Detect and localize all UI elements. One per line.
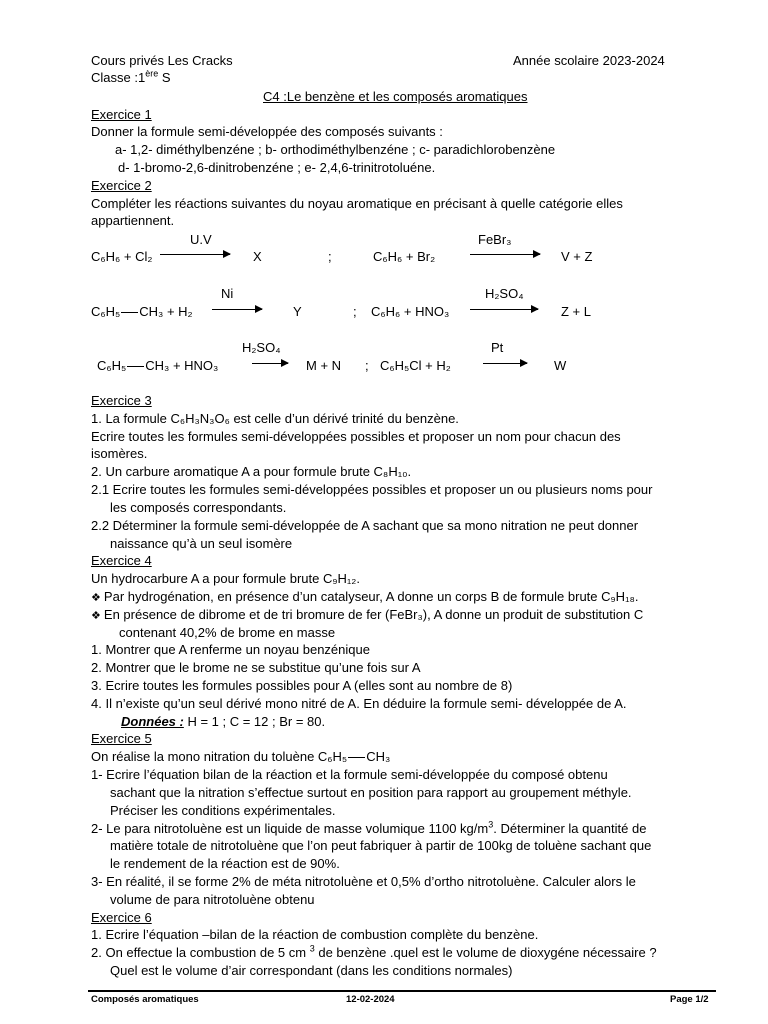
reaction-5-reactants (97, 358, 218, 374)
exercise-4-bullet-2-cont: contenant 40,2% de brome en masse (119, 625, 336, 640)
exercise-5-q2-a (91, 821, 646, 837)
exercise-3-title: Exercice 3 (91, 393, 152, 408)
exercise-4-q3: 3. Ecrire toutes les formules possibles pour A (elles sont au nombre de 8) (91, 678, 513, 693)
exercise-5-q2-b: matière totale de nitrotoluène que l’on peut fabriquer à partir de 100kg de toluène sachant que (110, 838, 652, 853)
reaction-4-product: Z + L (561, 304, 591, 319)
exercise-5-intro (91, 749, 390, 765)
exercise-3-line-1: 1. La formule C₆H₃N₃O₆ est celle d’un dérivé trinité du benzène. (91, 411, 459, 426)
footer-divider (88, 990, 716, 992)
reaction-2-reactants: C₆H₆ + Br₂ (373, 249, 436, 264)
exercise-4-bullet-1-text: Par hydrogénation, en présence d’un catalyseur, A donne un corps B de formule brute C₉H₁₈. (103, 589, 639, 604)
exercise-4-bullet-1 (91, 589, 638, 606)
reaction-5-product: M + N (306, 358, 342, 373)
reaction-2-condition: FeBr₃ (478, 232, 512, 247)
diamond-bullet-icon: ❖ (91, 610, 104, 622)
reaction-5-arrow (252, 363, 288, 364)
exercise-4-intro: Un hydrocarbure A a pour formule brute C₉H₁₂. (91, 571, 360, 586)
reaction-4-condition: H₂SO₄ (485, 286, 524, 301)
exercise-4-q4: 4. Il n’existe qu’un seul dérivé mono nitré de A. En déduire la formule semi- développée de A. (91, 696, 627, 711)
exercise-5-title: Exercice 5 (91, 731, 152, 746)
reaction-3-arrow (212, 309, 262, 310)
reaction-1-arrow (160, 254, 230, 255)
page-title: C4 :Le benzène et les composés aromatiques (263, 89, 528, 104)
reaction-6-condition: Pt (491, 340, 504, 355)
reaction-3-bond (121, 312, 138, 313)
donnees-label: Données : (121, 714, 184, 729)
reaction-3-condition: Ni (221, 286, 234, 301)
reaction-1-product: X (253, 249, 262, 264)
reaction-2-product: V + Z (561, 249, 593, 264)
exercise-5-intro-text: On réalise la mono nitration du toluène C₆H₅ (91, 749, 348, 764)
exercise-4-bullet-2-text: En présence de dibrome et de tri bromure de fer (FeBr₃), A donne un produit de substitution C (103, 607, 644, 622)
exercise-6-q1: 1. Ecrire l’équation –bilan de la réaction de combustion complète du benzène. (91, 927, 539, 942)
exercise-3-line-5: 2.1 Ecrire toutes les formules semi-développées possibles et proposer un ou plusieurs noms pour (91, 482, 653, 497)
exercise-3-line-2: Ecrire toutes les formules semi-développées possibles et proposer un nom pour chacun des (91, 429, 621, 444)
reaction-separator-1: ; (328, 249, 332, 264)
exercise-5-q2-a-sup: 3 (488, 819, 494, 830)
class-suffix: S (158, 70, 171, 85)
reaction-3-reactants (91, 304, 193, 320)
exercise-3-line-3: isomères. (91, 446, 148, 461)
reaction-3-product: Y (293, 304, 302, 319)
exercise-5-q1-b: sachant que la nitration s’effectue surtout en position para rapport au groupement méthyle. (110, 785, 632, 800)
exercise-4-q2: 2. Montrer que le brome ne se substitue qu’une fois sur A (91, 660, 421, 675)
exercise-4-donnees (121, 714, 325, 730)
reaction-3-rest: CH₃ + H₂ (139, 304, 193, 319)
footer-left: Composés aromatiques (91, 994, 199, 1005)
exercise-5-q2-a-post: . Déterminer la quantité de (493, 821, 647, 836)
exercise-4-title: Exercice 4 (91, 553, 152, 568)
exercise-5-q1-c: Préciser les conditions expérimentales. (110, 803, 336, 818)
reaction-separator-3: ; (365, 358, 369, 373)
exercise-1-line-d: d- 1-bromo-2,6-dinitrobenzéne ; e- 2,4,6-trinitrotoluéne. (118, 160, 436, 175)
reaction-4-arrow (470, 309, 538, 310)
exercise-4-bullet-2 (91, 607, 643, 624)
exercise-3-line-8: naissance qu’à un seul isomère (110, 536, 293, 551)
exercise-6-q2 (91, 945, 657, 961)
school-year: Année scolaire 2023-2024 (513, 53, 665, 68)
exercise-5-intro-ch3: CH₃ (366, 749, 391, 764)
exercise-4-q1: 1. Montrer que A renferme un noyau benzénique (91, 642, 370, 657)
exercise-6-title: Exercice 6 (91, 910, 152, 925)
exercise-2-title: Exercice 2 (91, 178, 152, 193)
reaction-6-reactants: C₆H₅Cl + H₂ (380, 358, 451, 373)
reaction-6-product: W (554, 358, 567, 373)
exercise-1-title: Exercice 1 (91, 107, 152, 122)
reaction-5-condition: H₂SO₄ (242, 340, 281, 355)
reaction-1-condition: U.V (190, 232, 212, 247)
exercise-5-bond (348, 757, 365, 758)
exercise-5-q3-b: volume de para nitrotoluène obtenu (110, 892, 315, 907)
reaction-1-reactants: C₆H₆ + Cl₂ (91, 249, 153, 264)
donnees-values: H = 1 ; C = 12 ; Br = 80. (183, 714, 326, 729)
reaction-3-phenyl: C₆H₅ (91, 304, 121, 319)
exercise-5-q2-c: le rendement de la réaction est de 90%. (110, 856, 340, 871)
exercise-5-q1-a: 1- Ecrire l’équation bilan de la réaction et la formule semi-développée du composé obtenu (91, 767, 608, 782)
footer-page: Page 1/2 (670, 994, 709, 1005)
reaction-separator-2: ; (353, 304, 357, 319)
exercise-3-line-6: les composés correspondants. (110, 500, 287, 515)
exercise-1-line-a: a- 1,2- diméthylbenzéne ; b- orthodiméthylbenzéne ; c- paradichlorobenzène (115, 142, 556, 157)
reaction-2-arrow (470, 254, 540, 255)
reaction-5-phenyl: C₆H₅ (97, 358, 127, 373)
class-sup: ère (145, 68, 159, 79)
reaction-5-bond (127, 366, 144, 367)
exercise-3-line-7: 2.2 Déterminer la formule semi-développée de A sachant que sa mono nitration ne peut donner (91, 518, 639, 533)
exercise-5-q2-a-pre: 2- Le para nitrotoluène est un liquide de masse volumique 1100 kg/m (91, 821, 489, 836)
school-name: Cours privés Les Cracks (91, 53, 233, 68)
reaction-5-rest: CH₃ + HNO₃ (145, 358, 219, 373)
footer-date: 12-02-2024 (346, 994, 395, 1005)
exercise-5-q3-a: 3- En réalité, il se forme 2% de méta nitrotoluène et 0,5% d’ortho nitrotoluène. Calculer alors le (91, 874, 636, 889)
reaction-6-arrow (483, 363, 527, 364)
exercise-6-q2-sup: 3 (309, 943, 315, 954)
diamond-bullet-icon: ❖ (91, 592, 104, 604)
class-prefix: Classe :1 (91, 70, 146, 85)
exercise-6-q2-b: Quel est le volume d’air correspondant (dans les conditions normales) (110, 963, 513, 978)
reaction-4-reactants: C₆H₆ + HNO₃ (371, 304, 450, 319)
exercise-1-intro: Donner la formule semi-développée des composés suivants : (91, 124, 443, 139)
class-label (91, 70, 171, 86)
exercise-3-line-4: 2. Un carbure aromatique A a pour formule brute C₈H₁₀. (91, 464, 412, 479)
exercise-2-intro-1: Compléter les réactions suivantes du noyau aromatique en précisant à quelle catégorie elles (91, 196, 623, 211)
exercise-2-intro-2: appartiennent. (91, 213, 175, 228)
exercise-6-q2-post: de benzène .quel est le volume de dioxygéne nécessaire ? (314, 945, 657, 960)
exercise-6-q2-pre: 2. On effectue la combustion de 5 cm (91, 945, 310, 960)
